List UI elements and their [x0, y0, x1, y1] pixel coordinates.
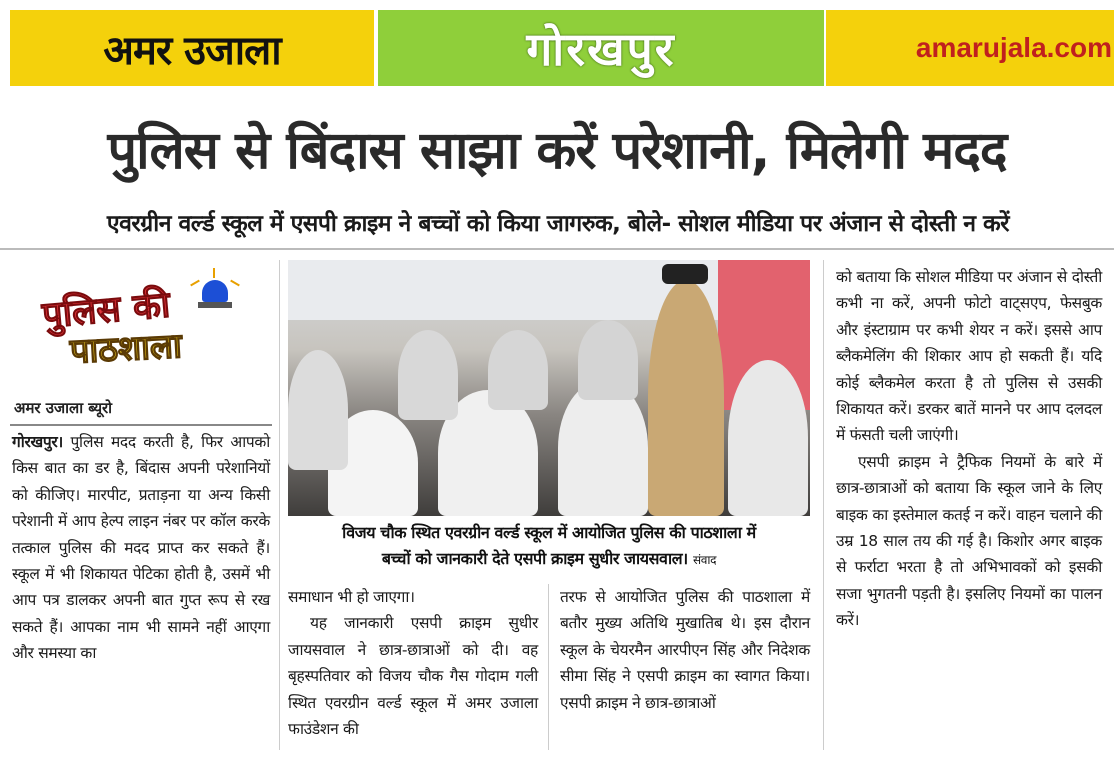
- subheadline: एवरग्रीन वर्ल्ड स्कूल में एसपी क्राइम ने बच्चों को किया जागरुक, बोले- सोशल मीडिया पर अंजान से दोस्ती न करें: [106, 211, 1010, 237]
- student-figure: [288, 350, 348, 470]
- dateline: गोरखपुर।: [12, 433, 63, 451]
- officer-figure: [648, 280, 724, 516]
- column-rule: [548, 584, 549, 750]
- paragraph: को बताया कि सोशल मीडिया पर अंजान से दोस्ती कभी ना करें, अपनी फोटो वाट्सएप, फेसबुक और इंस्टाग्राम पर कभी शेयर न करें। इससे आप ब्लैकमेलिंग की शिकार आप हो सकती हैं। यदि कोई ब्लैकमेल करता है तो पुलिस से उसकी शिकायत करें। डरकर बातें मानने पर आप दलदल में फंसती चली जाएंगी।: [836, 268, 1102, 445]
- paragraph: एसपी क्राइम ने ट्रैफिक नियमों के बारे में छात्र-छात्राओं को बताया कि स्कूल जाने के लिए बाइक का इस्तेमाल कतई न करें। वाहन चलाने की उम्र 18 साल तय की गई है। किशोर अगर बाइक से फर्राटा भरता है तो अभिभावकों को इसकी सजा भुगतनी पड़ती है। इसलिए नियमों का पालन करें।: [836, 452, 1102, 630]
- photo-caption: [288, 520, 810, 576]
- headline: पुलिस से बिंदास साझा करें परेशानी, मिलेगी मदद: [107, 121, 1007, 181]
- masthead-city-panel: [378, 10, 824, 86]
- article-column-3: [560, 584, 810, 716]
- officer-cap: [662, 264, 708, 284]
- article-column-2: [288, 584, 538, 742]
- student-figure: [398, 330, 458, 420]
- siren-ray: [230, 280, 240, 287]
- photo-credit: संवाद: [692, 553, 717, 567]
- paragraph: यह जानकारी एसपी क्राइम सुधीर जायसवाल ने छात्र-छात्राओं को दी। वह बृहस्पतिवार को विजय चौक गैस गोदाम गली स्थित एवरग्रीन वर्ल्ड स्कूल में अमर उजाला फाउंडेशन की: [288, 614, 538, 739]
- masthead: [0, 0, 1114, 96]
- article-column-1: [12, 429, 270, 667]
- caption-text: बच्चों को जानकारी देते एसपी क्राइम सुधीर जायसवाल।: [381, 549, 688, 568]
- siren-icon: [202, 280, 228, 302]
- newspaper-brand: अमर उजाला: [103, 27, 281, 74]
- logo-text-top: पुलिस की: [40, 284, 172, 337]
- byline: अमर उजाला ब्यूरो: [14, 399, 113, 417]
- police-school-logo: [30, 268, 240, 378]
- column-rule: [279, 260, 280, 750]
- logo-text-bottom: पाठशाला: [69, 326, 183, 372]
- siren-ray: [213, 268, 215, 278]
- website-name: amarujala.com: [915, 32, 1112, 63]
- divider: [10, 424, 272, 426]
- student-figure: [578, 320, 638, 400]
- masthead-brand-panel: [10, 10, 374, 86]
- caption-line-1: विजय चौक स्थित एवरग्रीन वर्ल्ड स्कूल में आयोजित पुलिस की पाठशाला में: [342, 523, 756, 542]
- student-figure: [558, 380, 648, 516]
- article-text: पुलिस मदद करती है, फिर आपको किस बात का डर है, बिंदास अपनी परेशानियों को कीजिए। मारपीट, प्रताड़ना या अन्य किसी परेशानी में आप हेल्प लाइन नंबर पर कॉल करके तत्काल पुलिस की मदद प्राप्त कर सकते हैं। स्कूल में भी शिकायत पेटिका होती है, उसमें भी आप पत्र डालकर अपनी बात गुप्त रूप से रख सकते हैं। आपका नाम भी सामने नहीं आएगा और समस्या का: [12, 433, 270, 663]
- siren-base: [198, 302, 232, 308]
- column-rule: [823, 260, 824, 750]
- student-figure: [728, 360, 808, 516]
- caption-line-2: [288, 546, 810, 573]
- student-figure: [488, 330, 548, 410]
- article-column-4: [836, 264, 1102, 634]
- siren-ray: [190, 280, 200, 287]
- paragraph: तरफ से आयोजित पुलिस की पाठशाला में बतौर मुख्य अतिथि मुखातिब थे। इस दौरान स्कूल के चेयरमैन आरपीएन सिंह और निदेशक सीमा सिंह ने एसपी क्राइम का स्वागत किया। एसपी क्राइम ने छात्र-छात्राओं: [560, 588, 810, 712]
- city-edition: गोरखपुर: [526, 22, 676, 76]
- paragraph: समाधान भी हो जाएगा।: [288, 588, 415, 606]
- news-photo: [288, 260, 810, 516]
- divider: [0, 248, 1114, 250]
- masthead-site-panel: [826, 10, 1114, 86]
